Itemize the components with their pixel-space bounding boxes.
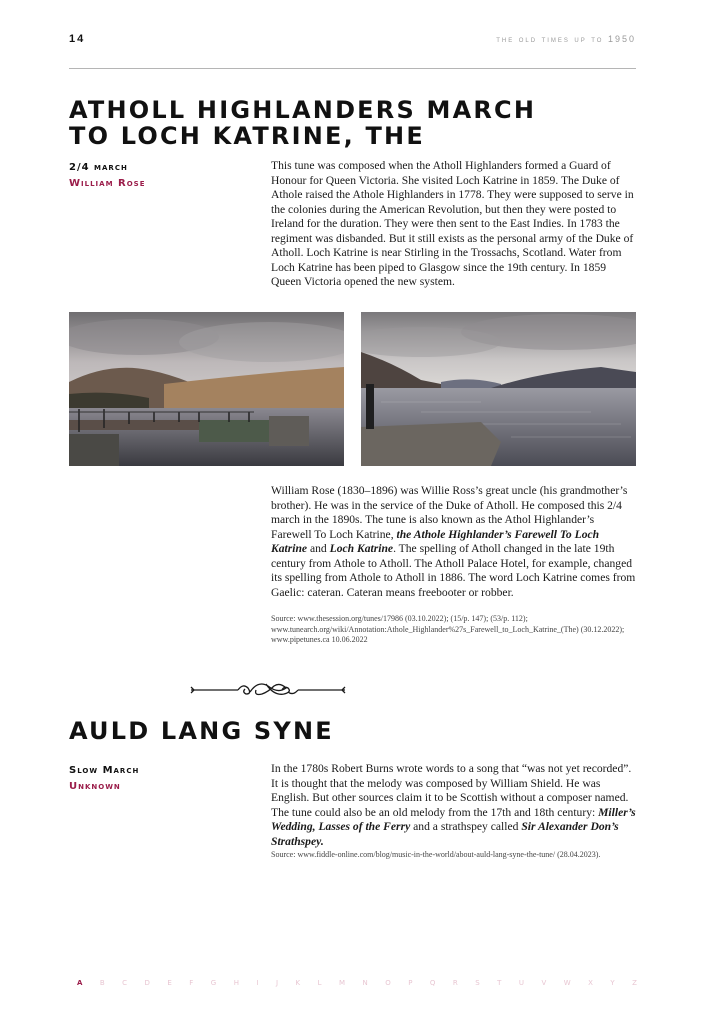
running-title: the old times up to 1950 xyxy=(496,34,636,44)
alphabet-letter-k[interactable]: K xyxy=(295,979,301,987)
tune-type: Slow March xyxy=(69,765,140,776)
ornament-divider-icon xyxy=(188,678,348,702)
alphabet-letter-i[interactable]: I xyxy=(256,979,259,987)
alphabet-letter-m[interactable]: M xyxy=(338,979,346,987)
alphabet-letter-z[interactable]: Z xyxy=(632,979,637,987)
related-strathspey: Sir Alexander Don’s Strathspey. xyxy=(271,820,619,848)
composer-description xyxy=(271,484,637,600)
tune-title-line2: TO LOCH KATRINE, THE xyxy=(69,122,425,150)
photo-loch-katrine-pier xyxy=(69,312,344,466)
pier-photo-image xyxy=(69,312,344,466)
alphabet-letter-u[interactable]: U xyxy=(518,979,525,987)
alphabet-letter-w[interactable]: W xyxy=(563,979,571,987)
text-span: . The spelling of Atholl changed in the late 19th century from Athole to Atholl. The Atholl Palace Hotel, for example, changed its spelling from Athole to Atholl in 1886. The word Loch Katrine comes from Gaelic: cateran. Cateran means freebooter or robber. xyxy=(271,542,636,599)
tune-composer: Unknown xyxy=(69,781,121,792)
tune-type: 2/4 march xyxy=(69,162,128,173)
alphabet-letter-d[interactable]: D xyxy=(144,979,150,987)
alphabet-letter-n[interactable]: N xyxy=(362,979,368,987)
text-span: and xyxy=(307,542,330,556)
alphabet-letter-r[interactable]: R xyxy=(452,979,458,987)
source-citation: Source: www.fiddle-online.com/blog/music-in-the-world/about-auld-lang-syne-the-tune/ (28.04.2023). xyxy=(271,850,601,859)
alphabet-letter-p[interactable]: P xyxy=(408,979,413,987)
photo-loch-katrine-view xyxy=(361,312,636,466)
alphabet-letter-h[interactable]: H xyxy=(233,979,239,987)
alphabet-letter-a[interactable]: A xyxy=(77,979,83,987)
tune-title-auld-lang-syne: AULD LANG SYNE xyxy=(69,717,334,745)
alphabet-index xyxy=(77,979,637,987)
alphabet-letter-b[interactable]: B xyxy=(99,979,105,987)
tune-title-line1: ATHOLL HIGHLANDERS MARCH xyxy=(69,96,537,124)
alphabet-letter-q[interactable]: Q xyxy=(429,979,436,987)
tune-title-atholl xyxy=(69,97,536,149)
tune-composer: William Rose xyxy=(69,178,146,189)
alphabet-letter-e[interactable]: E xyxy=(167,979,172,987)
text-span: In the 1780s Robert Burns wrote words to a song that “was not yet recorded”. It is thought that the melody was composed by William Shield. He was English. But other sources claim it to be Scottish without a composer named. The tune could also be an old melody from the 17th and 18th century: xyxy=(271,762,632,819)
alt-title-athole: the Athole Highlander’s Farewell To Loch Katrine xyxy=(271,527,600,556)
text-span: and a strathspey called xyxy=(410,820,522,834)
loch-view-photo-image xyxy=(361,312,636,466)
related-tunes: Miller’s Wedding, Lasses of the Ferry xyxy=(271,805,636,834)
alphabet-letter-l[interactable]: L xyxy=(317,979,322,987)
alphabet-letter-s[interactable]: S xyxy=(475,979,480,987)
text-span: William Rose (1830–1896) was Willie Ross’s great uncle (his grandmother’s brother). He was in the service of the Duke of Atholl. He composed this 2/4 march in the 1890s. The tune is also known as the Athol Highlander’s Farewell To Loch Katrine, xyxy=(271,484,628,541)
header-divider xyxy=(69,68,636,69)
alphabet-letter-f[interactable]: F xyxy=(189,979,194,987)
tune-description: This tune was composed when the Atholl Highlanders formed a Guard of Honour for Queen Victoria. She visited Loch Katrine in 1859. The Duke of Athole raised the Athole Highlanders in 1778. They were supposed to serve in the colonies during the American Revolution, but then they were posted to Ireland for the duration. They were then sent to the East Indies. In 1783 the regiment was disbanded. But it still exists as the personal army of the Duke of Atholl. Loch Katrine is near Stirling in the Trossachs, Scotland. Water from Loch Katrine has been piped to Glasgow since the 19th century. In 1859 Queen Victoria opened the new system. xyxy=(271,159,634,289)
source-citation: Source: www.thesession.org/tunes/17986 (03.10.2022); (15/p. 147); (53/p. 112); www.tunearch.org/wiki/Annotation:Athole_Highlander%27s_Farewell_to_Loch_Katrine_(The) (30.12.2022); www.pipetunes.ca 10.06.2022 xyxy=(271,614,625,644)
alphabet-letter-v[interactable]: V xyxy=(541,979,547,987)
tune-description xyxy=(271,762,637,849)
page-number: 14 xyxy=(69,33,86,45)
alt-title-loch-katrine: Loch Katrine xyxy=(329,542,394,556)
alphabet-letter-x[interactable]: X xyxy=(588,979,593,987)
alphabet-letter-t[interactable]: T xyxy=(497,979,502,987)
alphabet-letter-y[interactable]: Y xyxy=(610,979,615,987)
alphabet-letter-g[interactable]: G xyxy=(210,979,217,987)
alphabet-letter-j[interactable]: J xyxy=(275,979,279,987)
alphabet-letter-c[interactable]: C xyxy=(122,979,128,987)
alphabet-letter-o[interactable]: O xyxy=(385,979,391,987)
